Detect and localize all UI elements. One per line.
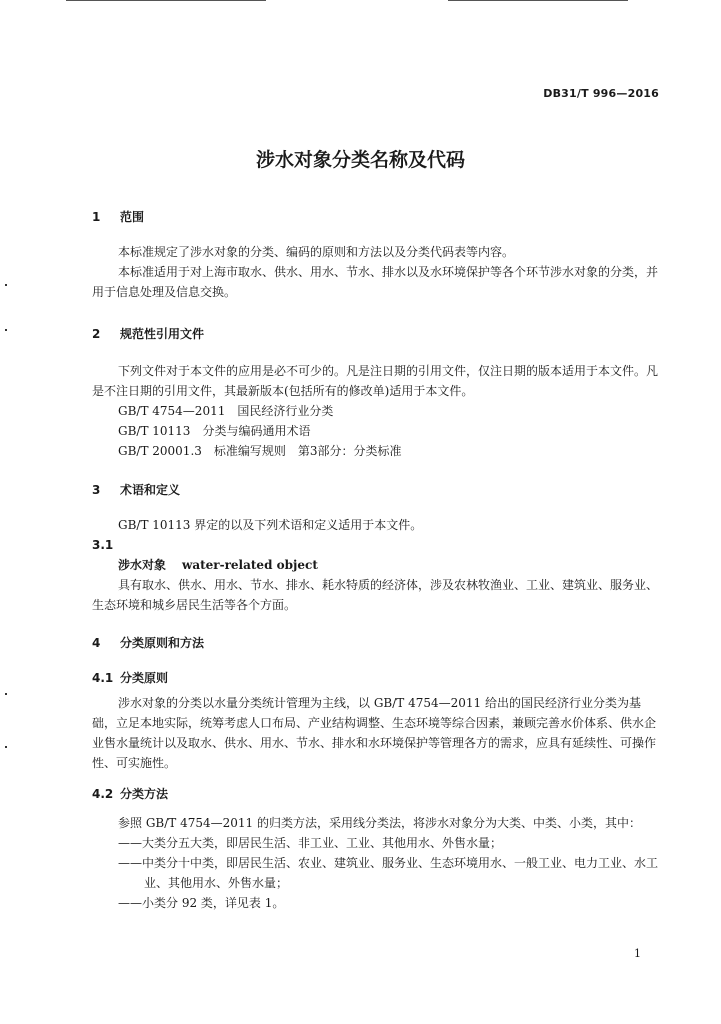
standard-number: DB31/T 996—2016 — [543, 87, 659, 100]
subsection-number: 4.1 — [92, 671, 114, 685]
paragraph: GB/T 10113 界定的以及下列术语和定义适用于本文件。 — [118, 518, 423, 532]
scan-speck — [5, 746, 7, 748]
section-number: 4 — [92, 636, 101, 650]
subsection-number: 4.2 — [92, 787, 114, 801]
scan-speck — [5, 693, 7, 695]
section-number: 1 — [92, 210, 101, 224]
scan-border-line — [66, 0, 266, 1]
section-title: 术语和定义 — [120, 483, 181, 497]
page-number: 1 — [634, 947, 641, 960]
list-item: ——大类分五大类，即居民生活、非工业、工业、其他用水、外售水量； — [118, 836, 503, 850]
scan-speck — [5, 329, 7, 331]
section-number: 3 — [92, 483, 101, 497]
paragraph: 参照 GB/T 4754—2011 的归类方法，采用线分类法，将涉水对象分为大类、中类、小类，其中： — [118, 816, 641, 830]
subsection-number: 3.1 — [92, 538, 114, 552]
term-entry — [92, 555, 662, 575]
reference-item: GB/T 10113 分类与编码通用术语 — [118, 424, 311, 438]
term-definition: 具有取水、供水、用水、节水、排水、耗水特质的经济体，涉及农林牧渔业、工业、建筑业、服务业、生态环境和城乡居民生活等各个方面。 — [92, 578, 659, 612]
reference-item: GB/T 20001.3 标准编写规则 第3部分：分类标准 — [118, 444, 402, 458]
section-heading — [92, 208, 144, 225]
paragraph: 本标准适用于对上海市取水、供水、用水、节水、排水以及水环境保护等各个环节涉水对象的分类，并用于信息处理及信息交换。 — [92, 265, 659, 299]
scan-border-line — [448, 0, 628, 1]
section-body — [92, 693, 662, 773]
subsection-heading — [92, 785, 168, 802]
section-body — [92, 515, 662, 615]
section-title: 规范性引用文件 — [120, 327, 205, 341]
section-body — [92, 242, 662, 302]
paragraph: 涉水对象的分类以水量分类统计管理为主线，以 GB/T 4754—2011 给出的国民经济行业分类为基础，立足本地实际，统筹考虑人口布局、产业结构调整、生态环境等综合因素，兼顾完善水价体系、供水企业售水量统计以及取水、供水、用水、节水、排水和水环境保护等管理各方的需求，应具有延续性、可操作性、可实施性。 — [92, 696, 657, 770]
section-heading — [92, 634, 204, 651]
section-title: 范围 — [120, 210, 145, 224]
paragraph: 本标准规定了涉水对象的分类、编码的原则和方法以及分类代码表等内容。 — [118, 245, 515, 259]
term-chinese: 涉水对象 — [118, 558, 167, 572]
list-item: ——中类分十中类，即居民生活、农业、建筑业、服务业、生态环境用水、一般工业、电力工业、水工业、其他用水、外售水量； — [118, 856, 659, 890]
section-heading — [92, 325, 204, 342]
section-body — [92, 813, 662, 913]
section-heading — [92, 481, 180, 498]
document-title: 涉水对象分类名称及代码 — [255, 149, 465, 171]
subsection-title: 分类原则 — [120, 671, 169, 685]
subsection-title: 分类方法 — [120, 787, 169, 801]
section-title: 分类原则和方法 — [120, 636, 205, 650]
subsection-heading — [92, 669, 168, 686]
term-english: water-related object — [182, 558, 318, 572]
section-body — [92, 361, 662, 461]
list-item: ——小类分 92 类，详见表 1。 — [118, 896, 285, 910]
scan-speck — [5, 284, 7, 286]
section-number: 2 — [92, 327, 101, 341]
reference-item: GB/T 4754—2011 国民经济行业分类 — [118, 404, 334, 418]
paragraph: 下列文件对于本文件的应用是必不可少的。凡是注日期的引用文件，仅注日期的版本适用于本文件。凡是不注日期的引用文件，其最新版本(包括所有的修改单)适用于本文件。 — [92, 364, 659, 398]
